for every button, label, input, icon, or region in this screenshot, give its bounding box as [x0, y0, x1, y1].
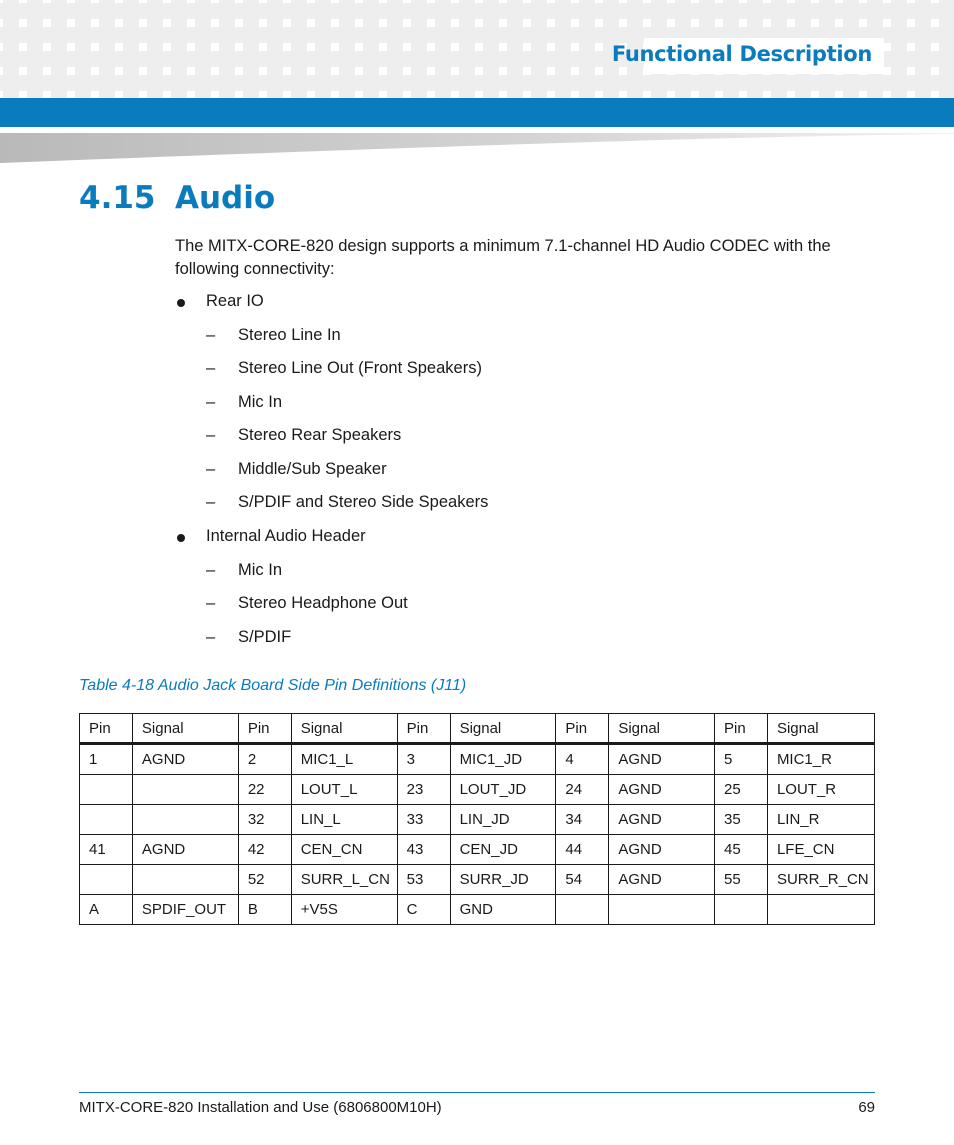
table-cell: LFE_CN — [767, 835, 874, 865]
table-cell: AGND — [609, 775, 715, 805]
table-cell: 42 — [238, 835, 291, 865]
table-cell: 22 — [238, 775, 291, 805]
table-cell: 35 — [715, 805, 768, 835]
dash-marker: – — [206, 561, 216, 579]
table-cell: CEN_CN — [291, 835, 397, 865]
table-cell: 44 — [556, 835, 609, 865]
table-cell: LOUT_JD — [450, 775, 556, 805]
table-cell: 5 — [715, 744, 768, 775]
column-header: Pin — [397, 714, 450, 744]
table-cell: 41 — [80, 835, 133, 865]
bullet-label: Rear IO — [206, 292, 264, 310]
bullet-dot-icon — [177, 299, 185, 307]
table-cell: 45 — [715, 835, 768, 865]
table-cell — [80, 805, 133, 835]
table-row — [80, 744, 875, 775]
table-cell: 25 — [715, 775, 768, 805]
table-cell: 1 — [80, 744, 133, 775]
sub-item-label: Stereo Line In — [238, 326, 341, 344]
table-cell — [80, 775, 133, 805]
table-cell: SURR_R_CN — [767, 865, 874, 895]
bullet-dot-icon — [177, 534, 185, 542]
footer-page-number: 69 — [858, 1099, 875, 1116]
dash-marker: – — [206, 628, 216, 646]
dash-marker: – — [206, 460, 216, 478]
table-cell: 23 — [397, 775, 450, 805]
intro-paragraph: The MITX-CORE-820 design supports a minimum 7.1-channel HD Audio CODEC with the following connectivity: — [175, 237, 831, 278]
dash-marker: – — [206, 393, 216, 411]
table-cell: LIN_JD — [450, 805, 556, 835]
sub-item-label: Mic In — [238, 393, 283, 411]
table-cell: B — [238, 895, 291, 925]
table-row — [80, 835, 875, 865]
sub-item-label: S/PDIF — [238, 628, 292, 646]
table-cell: 54 — [556, 865, 609, 895]
table-cell — [715, 895, 768, 925]
table-cell: AGND — [609, 865, 715, 895]
dash-marker: – — [206, 326, 216, 344]
table-cell: GND — [450, 895, 556, 925]
table-cell: C — [397, 895, 450, 925]
column-header: Signal — [291, 714, 397, 744]
column-header: Signal — [609, 714, 715, 744]
table-cell: 34 — [556, 805, 609, 835]
table-cell: AGND — [132, 744, 238, 775]
footer-rule — [79, 1092, 875, 1093]
table-cell: AGND — [609, 805, 715, 835]
table-cell: 3 — [397, 744, 450, 775]
table-cell: 52 — [238, 865, 291, 895]
table-cell: 2 — [238, 744, 291, 775]
section-number: 4.15 — [79, 180, 156, 216]
column-header: Pin — [556, 714, 609, 744]
column-header: Signal — [132, 714, 238, 744]
table-cell: LIN_R — [767, 805, 874, 835]
table-cell — [132, 805, 238, 835]
table-cell: AGND — [132, 835, 238, 865]
table-cell — [556, 895, 609, 925]
pin-definitions-table — [79, 713, 875, 925]
sub-item-label: Mic In — [238, 561, 283, 579]
table-cell: 32 — [238, 805, 291, 835]
sub-item-label: Stereo Headphone Out — [238, 594, 408, 612]
table-cell: 4 — [556, 744, 609, 775]
table-cell: 53 — [397, 865, 450, 895]
table-cell: MIC1_JD — [450, 744, 556, 775]
table-cell: SURR_JD — [450, 865, 556, 895]
table-cell: AGND — [609, 744, 715, 775]
column-header: Pin — [80, 714, 133, 744]
header-gray-swoosh — [0, 127, 954, 163]
column-header: Pin — [238, 714, 291, 744]
table-cell — [132, 775, 238, 805]
table-header-row — [80, 714, 875, 744]
sub-item-label: S/PDIF and Stereo Side Speakers — [238, 493, 489, 511]
footer-document-title: MITX-CORE-820 Installation and Use (6806800M10H) — [79, 1099, 442, 1116]
table-cell: AGND — [609, 835, 715, 865]
dash-marker: – — [206, 426, 216, 444]
table-cell: A — [80, 895, 133, 925]
table-cell: LIN_L — [291, 805, 397, 835]
table-cell: MIC1_R — [767, 744, 874, 775]
running-header-title: Functional Description — [611, 42, 872, 66]
table-row — [80, 805, 875, 835]
table-cell — [609, 895, 715, 925]
sub-item-label: Middle/Sub Speaker — [238, 460, 387, 478]
column-header: Signal — [450, 714, 556, 744]
header-blue-bar — [0, 98, 954, 127]
sub-item-label: Stereo Line Out (Front Speakers) — [238, 359, 482, 377]
table-cell: 33 — [397, 805, 450, 835]
section-heading — [79, 180, 275, 216]
dash-marker: – — [206, 594, 216, 612]
column-header: Signal — [767, 714, 874, 744]
dash-marker: – — [206, 359, 216, 377]
table-caption: Table 4-18 Audio Jack Board Side Pin Definitions (J11) — [79, 677, 467, 694]
bullet-label: Internal Audio Header — [206, 527, 366, 545]
table-row — [80, 775, 875, 805]
table-cell: LOUT_L — [291, 775, 397, 805]
table-row — [80, 895, 875, 925]
table-cell — [767, 895, 874, 925]
section-title: Audio — [175, 180, 276, 216]
table-cell: MIC1_L — [291, 744, 397, 775]
dash-marker: – — [206, 493, 216, 511]
table-cell: SPDIF_OUT — [132, 895, 238, 925]
column-header: Pin — [715, 714, 768, 744]
table-cell — [132, 865, 238, 895]
table-cell: LOUT_R — [767, 775, 874, 805]
table-cell: 55 — [715, 865, 768, 895]
sub-item-label: Stereo Rear Speakers — [238, 426, 402, 444]
table-cell — [80, 865, 133, 895]
table-cell: SURR_L_CN — [291, 865, 397, 895]
table-cell: +V5S — [291, 895, 397, 925]
table-cell: 24 — [556, 775, 609, 805]
table-cell: 43 — [397, 835, 450, 865]
table-row — [80, 865, 875, 895]
table-cell: CEN_JD — [450, 835, 556, 865]
